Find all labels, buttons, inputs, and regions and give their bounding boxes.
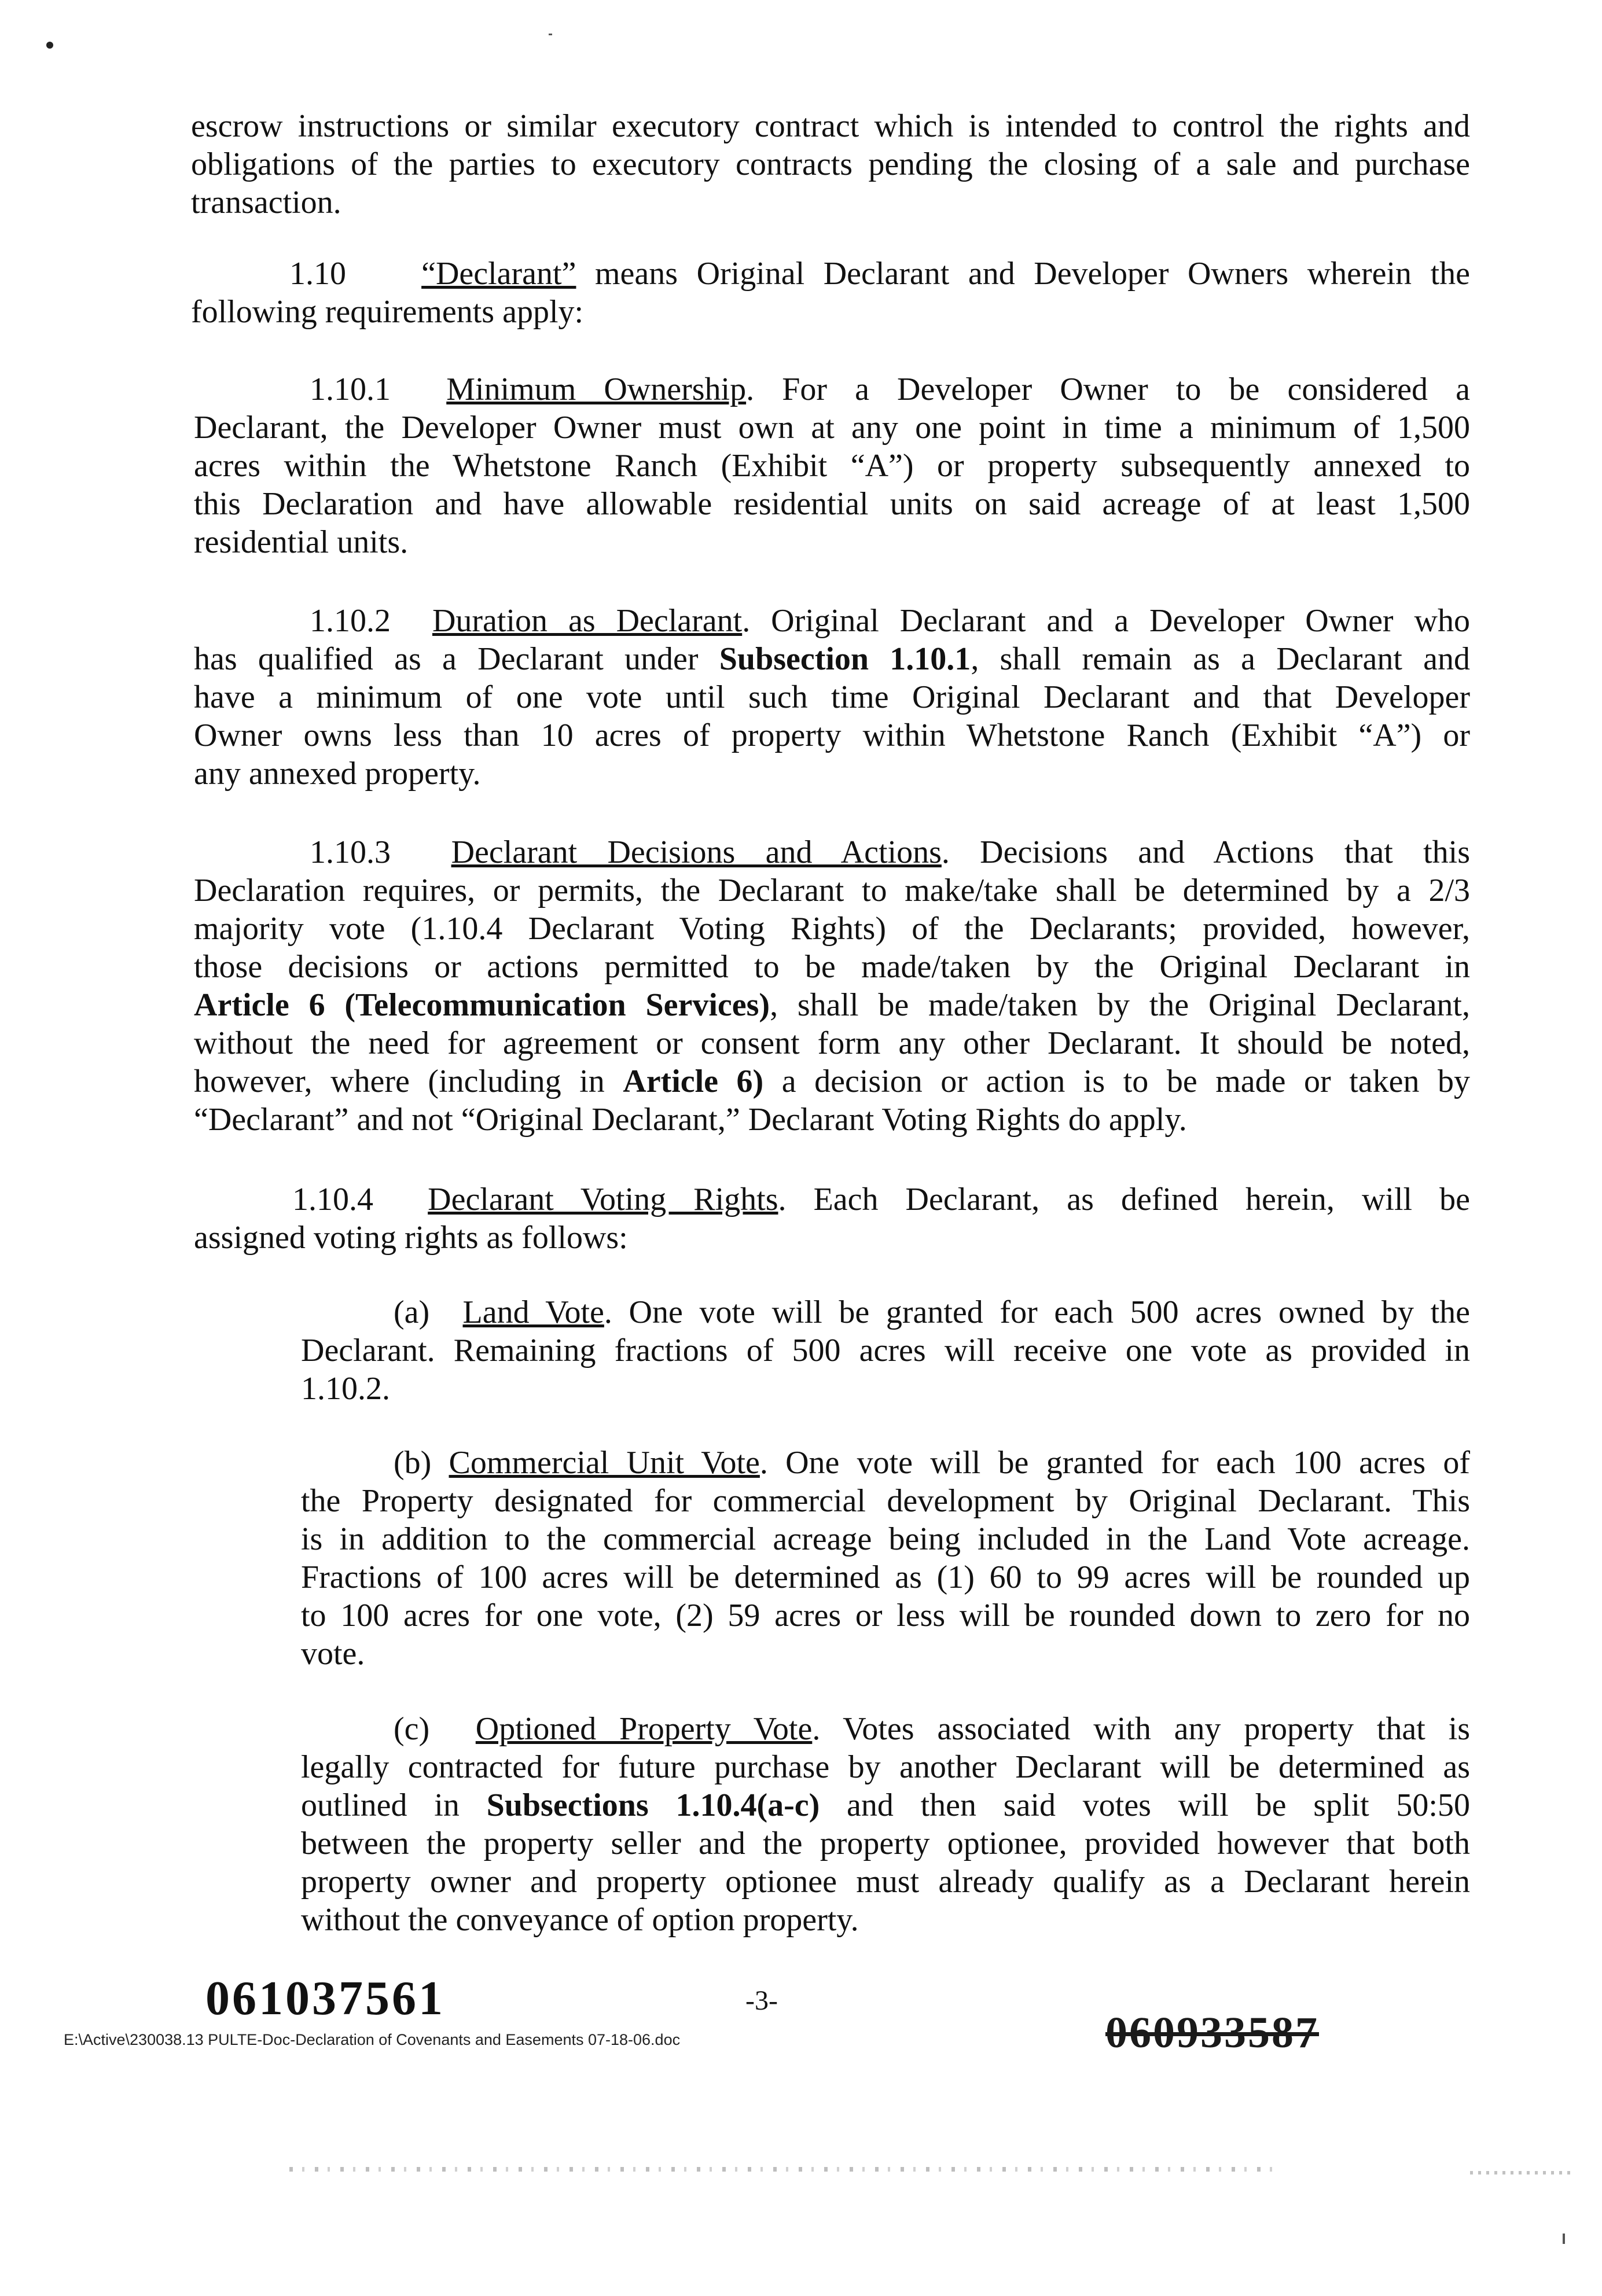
text-line: 1.10.2.	[301, 1371, 390, 1407]
text-line: between the property seller and the property optionee, provided however that both	[301, 1826, 1470, 1861]
text-line	[301, 1444, 1470, 1482]
section-1-10-2	[194, 602, 1470, 793]
text-run: . For a Developer Owner to be considered a	[746, 371, 1471, 407]
text-line	[194, 833, 1470, 871]
file-path-footer: E:\Active\230038.13 PULTE-Doc-Declaration of Covenants and Easements 07-18-06.doc	[64, 2031, 681, 2048]
item-b-commercial-unit-vote	[301, 1444, 1470, 1673]
text-line	[301, 1710, 1470, 1748]
text-run: . One vote will be granted for each 100 acres of	[759, 1445, 1471, 1481]
intro-paragraph	[191, 107, 1470, 222]
section-1-10-4	[194, 1180, 1470, 1257]
text-run: outlined in	[301, 1787, 487, 1823]
text-line: majority vote (1.10.4 Declarant Voting Rights) of the Declarants; provided, however,	[194, 911, 1470, 947]
text-line	[194, 602, 1470, 640]
scan-speck	[549, 34, 552, 35]
item-label: (b)	[394, 1445, 432, 1481]
section-number: 1.10.1	[310, 371, 391, 407]
scan-artifact-line	[1470, 2171, 1574, 2174]
subsection-reference: Subsection 1.10.1	[719, 641, 971, 677]
section-title: Duration as Declarant	[432, 603, 743, 639]
text-line: any annexed property.	[194, 756, 481, 792]
text-line: Declarant, the Developer Owner must own at any one point in time a minimum of 1,500	[194, 410, 1470, 446]
text-line: Fractions of 100 acres will be determined as (1) 60 to 99 acres will be rounded up	[301, 1559, 1470, 1595]
section-1-10-1	[194, 370, 1470, 561]
item-label: (a)	[394, 1294, 430, 1330]
text-line: acres within the Whetstone Ranch (Exhibit “A”) or property subsequently annexed to	[194, 448, 1470, 484]
text-run: has qualified as a Declarant under	[194, 641, 719, 677]
text-run: . One vote will be granted for each 500 acres owned by the	[604, 1294, 1471, 1330]
text-line: assigned voting rights as follows:	[194, 1220, 628, 1256]
text-line: this Declaration and have allowable residential units on said acreage of at least 1,500	[194, 486, 1470, 522]
text-line	[194, 1062, 1470, 1101]
scan-speck	[1563, 2234, 1565, 2244]
text-run: means Original Declarant and Developer Owners wherein the	[576, 256, 1470, 292]
article-reference: Article 6 (Telecommunication Services)	[194, 987, 770, 1023]
text-line	[191, 255, 1470, 293]
text-run: , shall be made/taken by the Original Declarant,	[770, 987, 1470, 1023]
item-title: Land Vote	[462, 1294, 604, 1330]
item-label: (c)	[394, 1711, 430, 1747]
text-line: have a minimum of one vote until such time Original Declarant and that Developer	[194, 679, 1470, 715]
text-run: . Each Declarant, as defined herein, will be	[778, 1182, 1470, 1217]
text-line: those decisions or actions permitted to be made/taken by the Original Declarant in	[194, 949, 1470, 985]
text-line: transaction.	[191, 185, 341, 220]
text-line: Declarant. Remaining fractions of 500 acres will receive one vote as provided in	[301, 1333, 1470, 1368]
text-run: . Decisions and Actions that this	[941, 834, 1470, 870]
item-a-land-vote	[301, 1293, 1470, 1408]
text-line	[301, 1786, 1470, 1824]
item-title: Commercial Unit Vote	[449, 1445, 760, 1481]
section-title: Minimum Ownership	[446, 371, 747, 407]
text-line: to 100 acres for one vote, (2) 59 acres or less will be rounded down to zero for no	[301, 1598, 1470, 1633]
scan-speck	[46, 42, 53, 49]
text-line: without the need for agreement or consent form any other Declarant. It should be noted,	[194, 1025, 1470, 1061]
section-1-10	[191, 255, 1470, 331]
text-line: the Property designated for commercial development by Original Declarant. This	[301, 1483, 1470, 1519]
section-number: 1.10.3	[310, 834, 391, 870]
text-run: however, where (including in	[194, 1064, 623, 1099]
text-run: , shall remain as a Declarant and	[971, 641, 1470, 677]
text-line: legally contracted for future purchase by another Declarant will be determined as	[301, 1749, 1470, 1785]
struck-through-document-number: 060933587	[1105, 2008, 1319, 2057]
item-title: Optioned Property Vote	[475, 1711, 813, 1747]
text-line: Declaration requires, or permits, the Declarant to make/take shall be determined by a 2/3	[194, 873, 1470, 908]
text-run: . Original Declarant and a Developer Owner who	[742, 603, 1470, 639]
text-line: vote.	[301, 1636, 365, 1672]
text-line: Owner owns less than 10 acres of property within Whetstone Ranch (Exhibit “A”) or	[194, 718, 1470, 753]
text-line: residential units.	[194, 524, 409, 560]
article-reference: Article 6)	[623, 1064, 764, 1099]
text-line: “Declarant” and not “Original Declarant,” Declarant Voting Rights do apply.	[194, 1102, 1187, 1138]
section-number: 1.10.4	[292, 1182, 373, 1217]
section-number: 1.10.2	[310, 603, 391, 639]
text-line	[194, 370, 1470, 409]
text-run: . Votes associated with any property that is	[812, 1711, 1470, 1747]
scan-artifact-line	[289, 2167, 1273, 2172]
page-number: -3-	[745, 1985, 778, 2016]
text-line: without the conveyance of option property.	[301, 1902, 859, 1938]
text-line: is in addition to the commercial acreage being included in the Land Vote acreage.	[301, 1521, 1470, 1557]
item-c-optioned-property-vote	[301, 1710, 1470, 1939]
text-line	[301, 1293, 1470, 1331]
text-line: following requirements apply:	[191, 294, 584, 330]
text-line	[194, 640, 1470, 678]
text-line	[194, 1180, 1470, 1219]
text-line: property owner and property optionee must already qualify as a Declarant herein	[301, 1864, 1470, 1900]
text-run: and then said votes will be split 50:50	[820, 1787, 1470, 1823]
section-1-10-3	[194, 833, 1470, 1139]
recording-document-number: 061037561	[205, 1971, 445, 2025]
text-line: escrow instructions or similar executory contract which is intended to control the rights and	[191, 108, 1470, 144]
text-line: obligations of the parties to executory contracts pending the closing of a sale and purchase	[191, 146, 1470, 182]
section-title: Declarant Decisions and Actions	[451, 834, 942, 870]
section-title: Declarant Voting Rights	[428, 1182, 778, 1217]
subsection-reference: Subsections 1.10.4(a-c)	[486, 1787, 820, 1823]
text-line	[194, 986, 1470, 1024]
defined-term: “Declarant”	[421, 256, 576, 292]
section-number: 1.10	[289, 256, 346, 292]
text-run: a decision or action is to be made or taken by	[763, 1064, 1471, 1099]
